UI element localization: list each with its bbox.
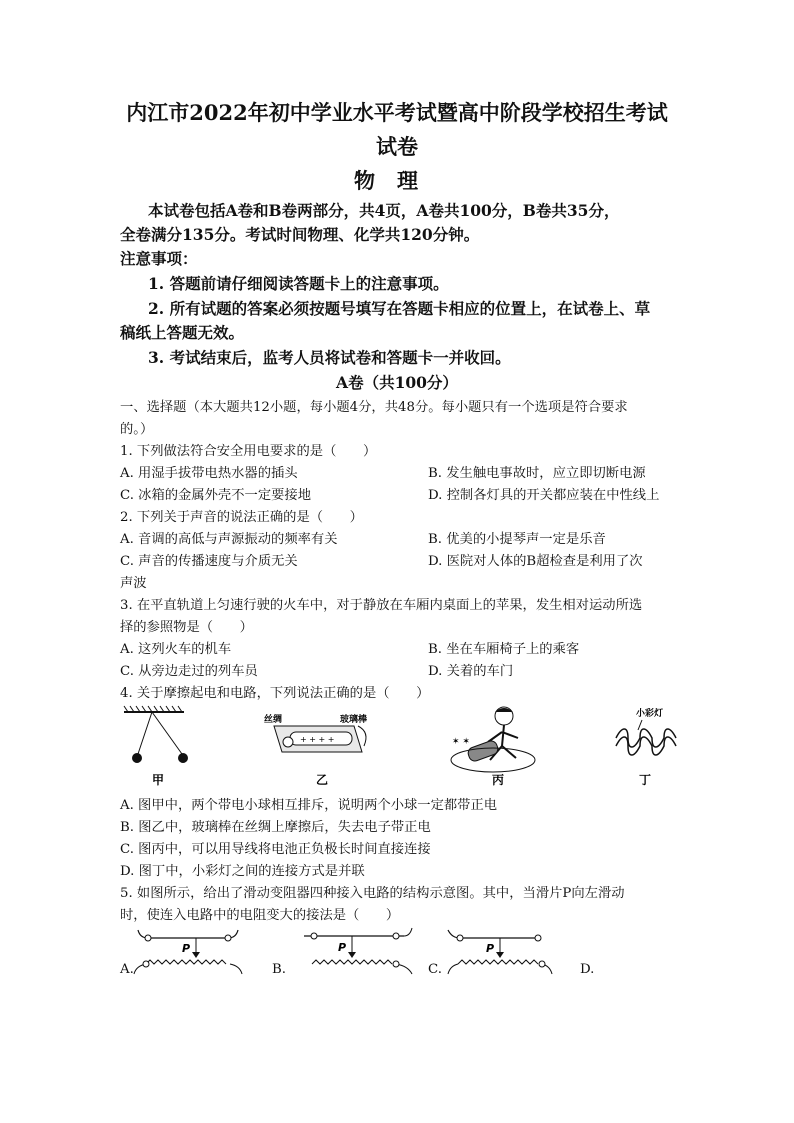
figure-yi-rod-silk (274, 726, 366, 752)
option-b: B. 坐在车厢椅子上的乘客 (428, 642, 580, 657)
rheostat-c (448, 930, 552, 974)
q5-option-b: B. (272, 962, 286, 977)
svg-text:✶ ✶: ✶ ✶ (452, 737, 470, 747)
figure-yi-silk-label: 丝绸 (264, 715, 283, 725)
q4-figures (118, 702, 698, 794)
question-stem: 3. 在平直轨道上匀速行驶的火车中，对于静放在车厢内桌面上的苹果，发生相对运动所选 (120, 598, 643, 613)
option-b: B. 发生触电事故时，应立即切断电源 (428, 466, 646, 481)
q5-option-a: A. (120, 962, 134, 977)
option-c: C. 图丙中，可以用导线将电池正负极长时间直接连接 (120, 842, 431, 857)
notice-item: 2. 所有试题的答案必须按题号填写在答题卡相应的位置上，在试卷上、草 (148, 299, 651, 318)
intro-line-1: 本试卷包括A卷和B卷两部分，共4页，A卷共100分，B卷共35分， (148, 201, 620, 220)
option-d-cont: 声波 (120, 576, 147, 591)
figure-jia-pendulums (124, 706, 188, 763)
question-stem-cont: 时，使连入电路中的电阻变大的接法是（ ） (120, 908, 400, 923)
notice-heading: 注意事项： (120, 249, 198, 268)
question-stem: 1. 下列做法符合安全用电要求的是（ ） (120, 444, 377, 459)
option-b: B. 图乙中，玻璃棒在丝绸上摩擦后，失去电子带正电 (120, 820, 431, 835)
question-stem: 4. 关于摩擦起电和电路，下列说法正确的是（ ） (120, 686, 430, 701)
exam-title: 内江市2022年初中学业水平考试暨高中阶段学校招生考试 (126, 100, 668, 125)
q5-option-c: C. (428, 962, 442, 977)
figure-bing-battery (451, 707, 535, 772)
option-c: C. 从旁边走过的列车员 (120, 664, 258, 679)
intro-line-2: 全卷满分135分。考试时间物理、化学共120分钟。 (120, 225, 480, 244)
option-c: C. 声音的传播速度与介质无关 (120, 554, 298, 569)
option-d: D. 控制各灯具的开关都应装在中性线上 (428, 488, 660, 503)
option-c: C. 冰箱的金属外壳不一定要接地 (120, 488, 312, 503)
option-b: B. 优美的小提琴声一定是乐音 (428, 532, 606, 547)
option-d: D. 图丁中，小彩灯之间的连接方式是并联 (120, 864, 365, 879)
option-a: A. 音调的高低与声源振动的频率有关 (120, 532, 338, 547)
q5-rheostat-figures (118, 924, 598, 976)
figure-label-bing: 丙 (491, 773, 505, 787)
option-d: D. 医院对人体的B超检查是利用了次 (428, 554, 643, 569)
option-a: A. 用湿手拔带电热水器的插头 (120, 466, 298, 481)
option-a: A. 图甲中，两个带电小球相互排斥，说明两个小球一定都带正电 (120, 798, 498, 813)
slider-p-label: P (486, 942, 495, 955)
figure-label-ding: 丁 (638, 773, 652, 787)
section-title: A卷（共100分） (336, 373, 458, 392)
section-instructions-cont: 的。） (120, 422, 154, 437)
figure-ding-lights (616, 720, 676, 755)
question-stem: 2. 下列关于声音的说法正确的是（ ） (120, 510, 363, 525)
notice-item: 稿纸上答题无效。 (120, 323, 245, 342)
section-instructions: 一、选择题（本大题共12小题，每小题4分，共48分。每小题只有一个选项是符合要求 (120, 400, 628, 415)
slider-p-label: P (338, 941, 347, 954)
figure-label-jia: 甲 (151, 773, 165, 787)
figure-yi-rod-label: 玻璃棒 (340, 715, 368, 725)
q5-option-d: D. (580, 962, 595, 977)
figure-ding-label: 小彩灯 (636, 709, 664, 719)
figure-label-yi: 乙 (315, 773, 329, 787)
svg-text:+ + + +: + + + + (300, 735, 335, 744)
option-d: D. 关着的车门 (428, 664, 514, 679)
exam-title-line2: 试卷 (376, 134, 418, 159)
rheostat-b (304, 928, 412, 974)
notice-item: 3. 考试结束后，监考人员将试卷和答题卡一并收回。 (148, 348, 511, 367)
notice-item: 1. 答题前请仔细阅读答题卡上的注意事项。 (148, 274, 449, 293)
question-stem: 5. 如图所示，给出了滑动变阻器四种接入电路的结构示意图。其中，当滑片P向左滑动 (120, 886, 625, 901)
question-stem-cont: 择的参照物是（ ） (120, 620, 253, 635)
option-a: A. 这列火车的机车 (120, 642, 232, 657)
slider-p-label: P (182, 942, 191, 955)
subject-title: 物理 (354, 168, 440, 193)
